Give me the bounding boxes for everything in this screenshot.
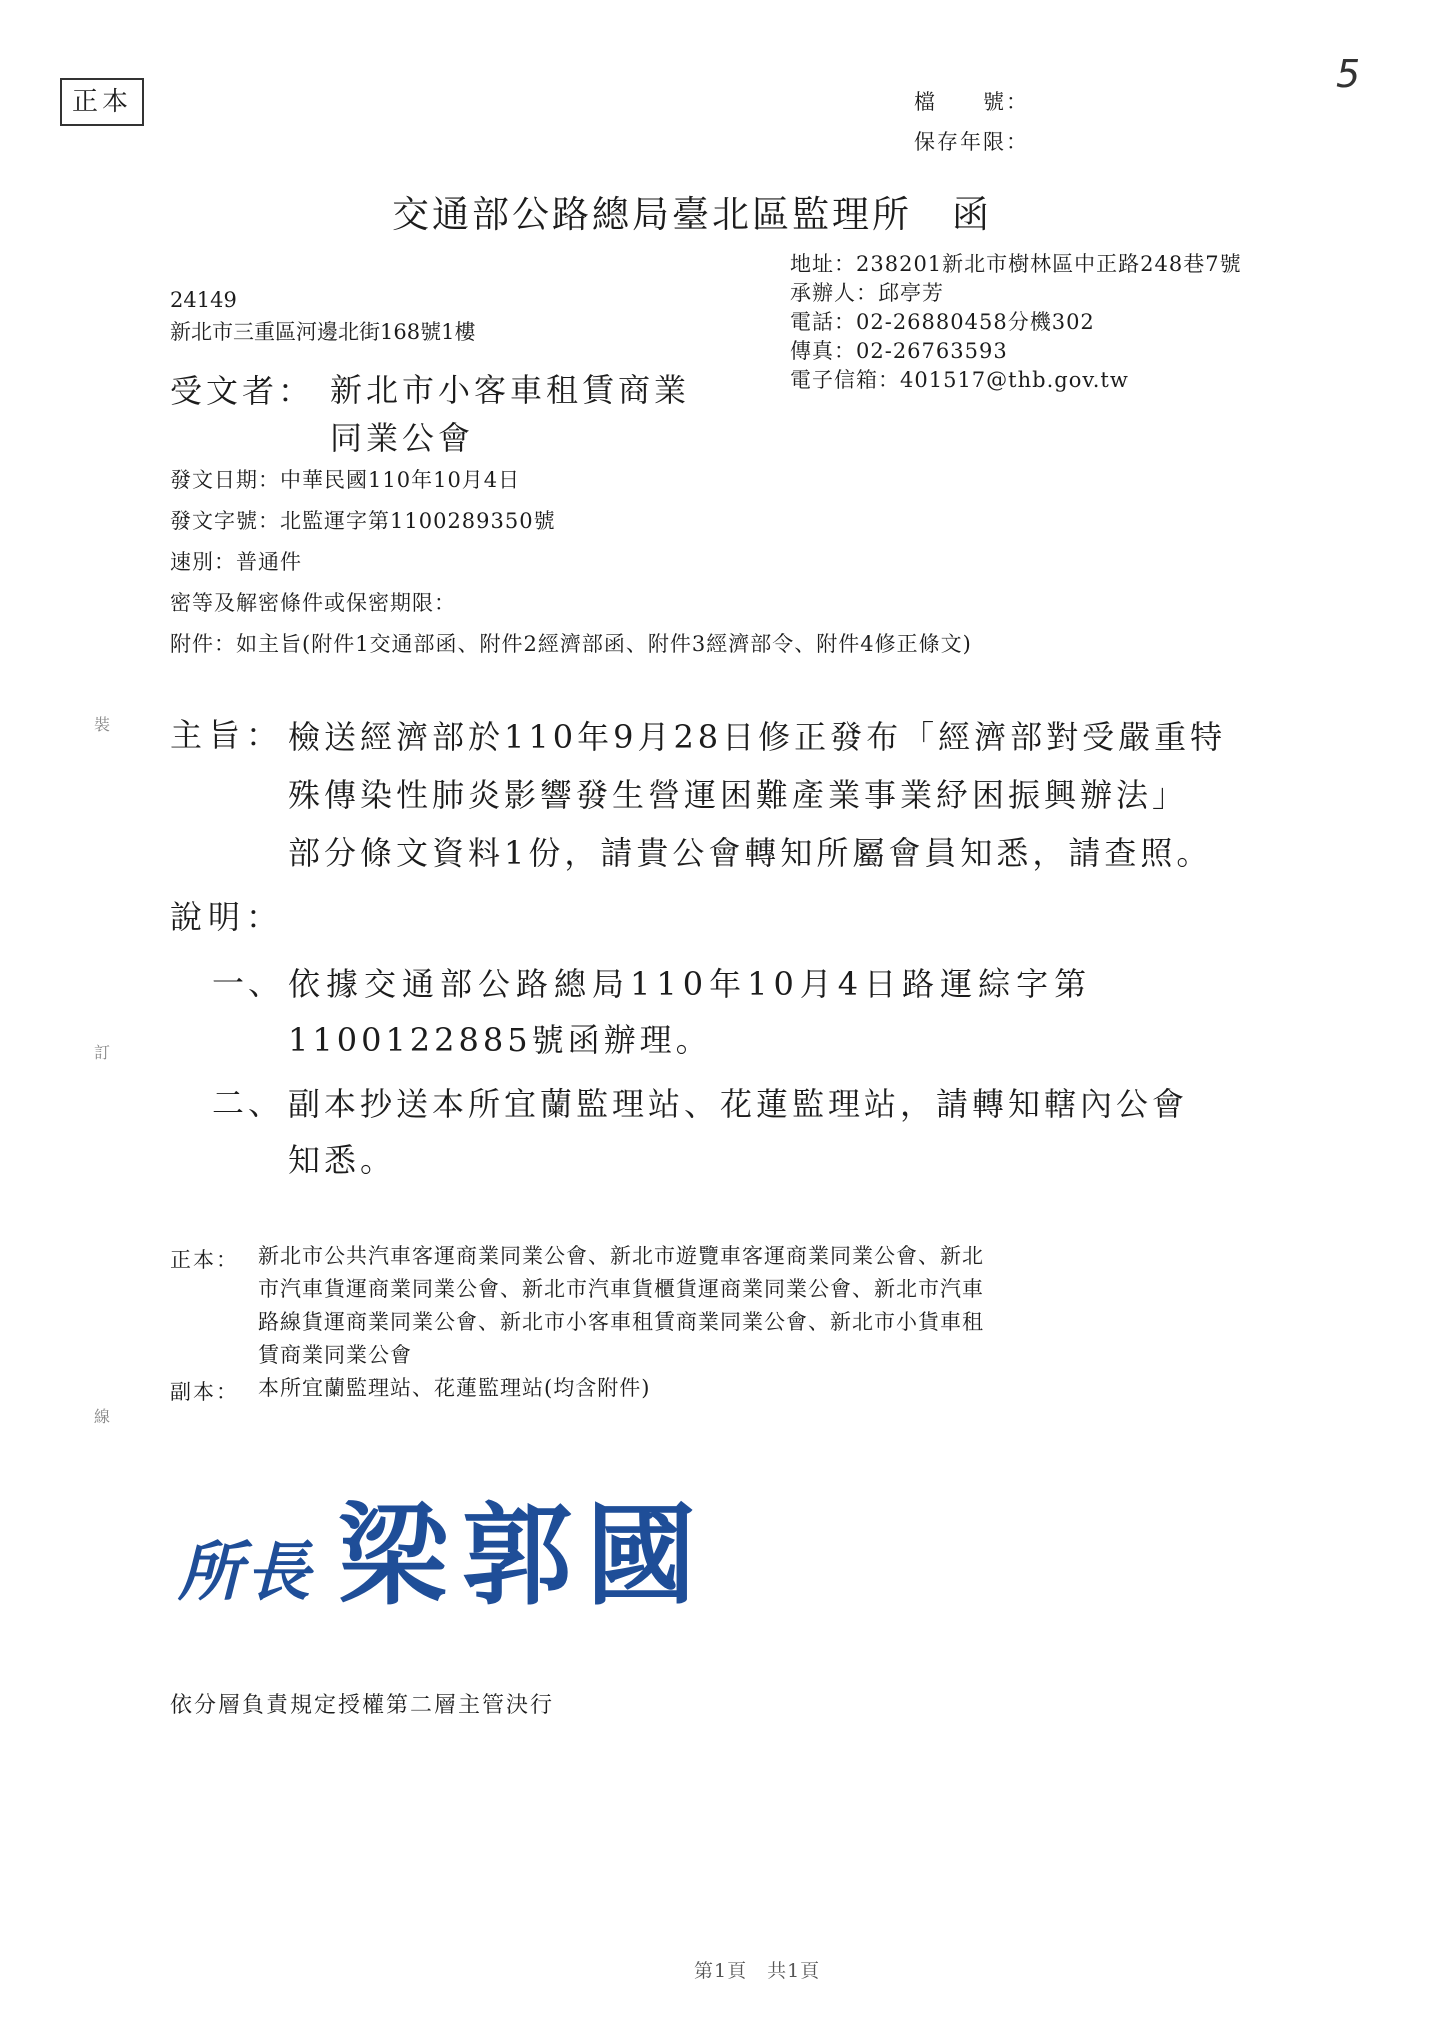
explanation-line: 知悉。 [288,1141,397,1179]
explanation-line: 1100122885號函辦理。 [288,1021,712,1059]
copy-recipients: 本所宜蘭監理站、花蓮監理站(均含附件) [258,1376,651,1400]
director-signature-seal [178,1468,710,1626]
subject-body [288,708,1288,882]
contact-fax: 傳真：02-26763593 [790,339,1008,363]
original-recipients-line: 市汽車貨運商業同業公會、新北市汽車貨櫃貨運商業同業公會、新北市汽車 [258,1277,984,1301]
recipient-address [170,284,475,348]
subject-line: 部分條文資料1份，請貴公會轉知所屬會員知悉，請查照。 [288,834,1213,872]
contact-phone: 電話：02-26880458分機302 [790,310,1095,334]
copy-type-stamp: 正本 [60,78,144,126]
delivery-speed: 速別：普通件 [170,550,302,574]
recipient-name [330,366,690,462]
original-recipients-line: 路線貨運商業同業公會、新北市小客車租賃商業同業公會、新北市小貨車租 [258,1310,984,1334]
explanation-item [288,1076,1288,1188]
postal-code: 24149 [170,288,237,312]
contact-handler: 承辦人：邱亭芳 [790,281,944,305]
binding-mark: 線 [94,1407,111,1426]
page-footer: 第1頁 共1頁 [694,1960,821,1982]
binding-mark: 訂 [94,1043,111,1062]
retention-period-label: 保存年限： [914,130,1029,154]
original-recipients [258,1240,1258,1372]
explanation-item-number: 一、 [212,964,285,1002]
original-recipients-line: 新北市公共汽車客運商業同業公會、新北市遊覽車客運商業同業公會、新北 [258,1244,984,1268]
subject-label: 主旨： [170,716,285,754]
copy-recipients-label: 副本： [170,1380,239,1404]
explanation-line: 依據交通部公路總局110年10月4日路運綜字第 [288,965,1093,1003]
security-level: 密等及解密條件或保密期限： [170,591,456,615]
original-recipients-label: 正本： [170,1248,239,1272]
signature-title: 所長 [178,1535,314,1610]
document-number: 發文字號：北監運字第1100289350號 [170,509,556,533]
attachments: 附件：如主旨(附件1交通部函、附件2經濟部函、附件3經濟部令、附件4修正條文) [170,632,972,656]
document-title: 交通部公路總局臺北區監理所 函 [392,193,992,236]
signature-name: 梁郭國 [338,1491,710,1620]
explanation-item-number: 二、 [212,1084,285,1122]
binding-mark: 裝 [94,715,111,734]
file-number-label: 檔 號： [914,90,1029,114]
document-metadata [170,460,972,665]
original-recipients-line: 賃商業同業公會 [258,1343,412,1367]
contact-block [790,250,1242,395]
contact-email: 電子信箱：401517@thb.gov.tw [790,368,1129,392]
explanation-item [288,956,1288,1068]
delegation-note: 依分層負責規定授權第二層主管決行 [170,1693,555,1718]
explanation-label: 說明： [170,898,285,936]
subject-line: 殊傳染性肺炎影響發生營運困難產業事業紓困振興辦法」 [288,776,1189,814]
recipient-name-line: 新北市小客車租賃商業 [330,371,691,409]
recipient-name-line: 同業公會 [330,419,475,457]
issue-date: 發文日期：中華民國110年10月4日 [170,468,521,492]
subject-line: 檢送經濟部於110年9月28日修正發布「經濟部對受嚴重特 [288,718,1227,756]
contact-address: 地址：238201新北市樹林區中正路248巷7號 [790,252,1242,276]
recipient-label: 受文者： [170,372,315,410]
handwritten-page-mark: 5 [1336,52,1361,96]
street-address: 新北市三重區河邊北街168號1樓 [170,320,476,344]
explanation-line: 副本抄送本所宜蘭監理站、花蓮監理站，請轉知轄內公會 [288,1085,1189,1123]
